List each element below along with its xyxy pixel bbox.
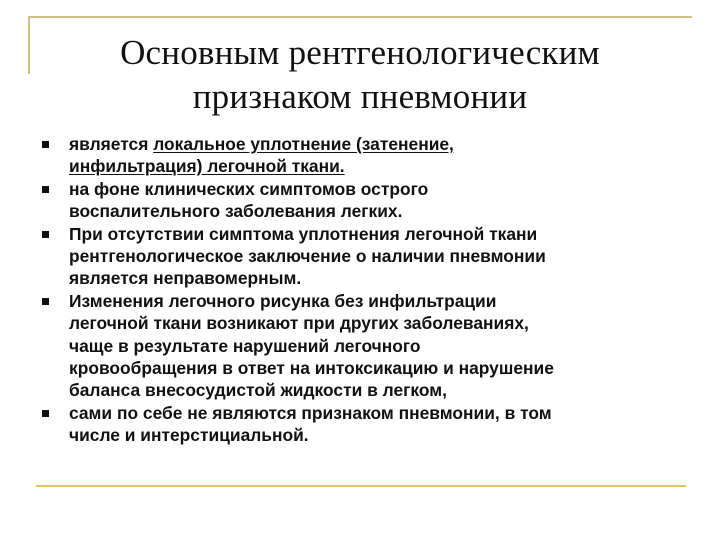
bullet-item-absence-of-consolidation xyxy=(42,223,682,290)
bullet-3-line-1: При отсутствии симптома уплотнения легочной ткани xyxy=(69,223,538,244)
bullet-item-not-signs-of-pneumonia xyxy=(42,402,682,447)
top-frame-line xyxy=(28,16,692,18)
bullet-4-line-1: Изменения легочного рисунка без инфильтрации xyxy=(69,290,497,311)
left-frame-line xyxy=(28,16,30,74)
bullet-4-line-3: чаще в результате нарушений легочного xyxy=(69,335,421,356)
bullet-5-line-1: сами по себе не являются признаком пневмонии, в том xyxy=(69,402,552,423)
bullet-list xyxy=(42,133,682,447)
bullet-1-line-1 xyxy=(69,133,682,155)
square-bullet-icon xyxy=(42,231,49,238)
square-bullet-icon xyxy=(42,298,49,305)
bullet-4-line-5: баланса внесосудистой жидкости в легком, xyxy=(69,380,447,401)
bullet-5-line-2: числе и интерстициальной. xyxy=(69,425,309,446)
bullet-1-line-2: инфильтрация) легочной ткани. xyxy=(69,156,345,177)
bullet-item-local-opacity xyxy=(42,133,682,178)
bullet-1-underlined-text: локальное уплотнение (затенение, xyxy=(153,134,454,154)
bullet-4-line-4: кровообращения в ответ на интоксикацию и нарушение xyxy=(69,358,554,379)
title-line-2: признаком пневмонии xyxy=(192,77,528,116)
title-line-1: Основным рентгенологическим xyxy=(120,33,600,72)
square-bullet-icon xyxy=(42,186,49,193)
bullet-1-lead-text: является xyxy=(69,134,154,154)
bullet-3-line-2: рентгенологическое заключение о наличии пневмонии xyxy=(69,246,546,267)
bottom-rule xyxy=(36,485,686,487)
slide-title xyxy=(40,31,680,119)
bullet-3-line-3: является неправомерным. xyxy=(69,268,302,289)
bullet-4-line-2: легочной ткани возникают при других заболеваниях, xyxy=(69,313,529,334)
bullet-2-line-2: воспалительного заболевания легких. xyxy=(69,201,403,222)
square-bullet-icon xyxy=(42,141,49,148)
square-bullet-icon xyxy=(42,410,49,417)
bullet-item-clinical-background xyxy=(42,178,682,223)
bullet-2-line-1: на фоне клинических симптомов острого xyxy=(69,178,429,199)
bullet-item-lung-pattern-changes xyxy=(42,290,682,402)
